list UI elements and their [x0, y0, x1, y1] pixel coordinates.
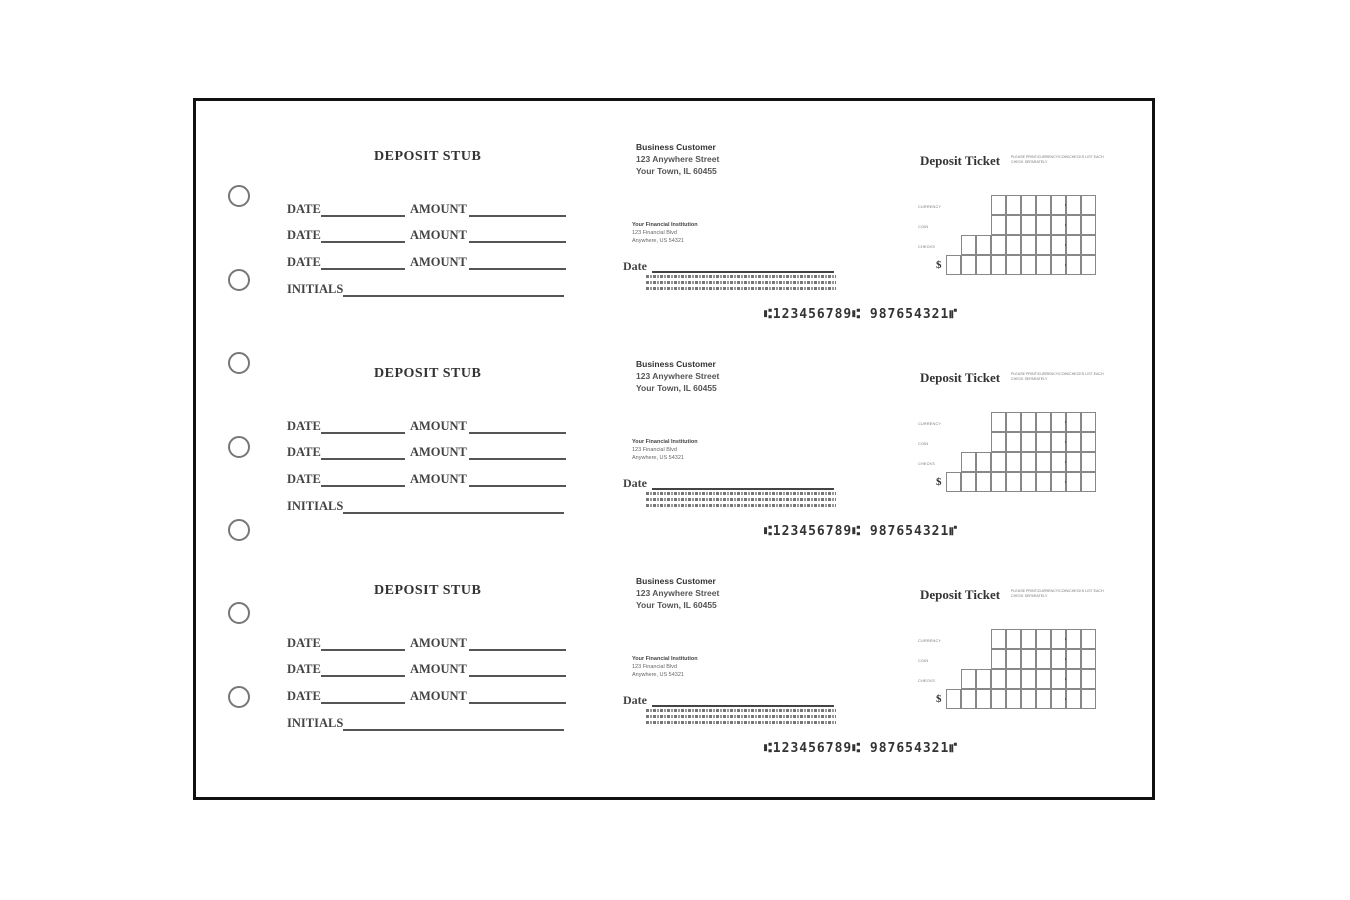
amount-digit-cell[interactable] [1066, 195, 1081, 215]
amount-digit-cell[interactable] [991, 472, 1006, 492]
initials-label: INITIALS [287, 499, 344, 513]
checks-label: CHECKS [918, 462, 936, 466]
amount-label: AMOUNT [409, 228, 467, 242]
amount-label: AMOUNT [409, 636, 467, 650]
amount-digit-cell[interactable] [1036, 669, 1051, 689]
amount-field[interactable] [469, 692, 566, 704]
micr-line: ⑆123456789⑆ 987654321⑈ [764, 741, 959, 756]
ticket-date-field[interactable] [652, 705, 834, 707]
stub-title: DEPOSIT STUB [374, 583, 482, 598]
amount-field[interactable] [469, 665, 566, 677]
amount-digit-cell[interactable] [1006, 255, 1021, 275]
amount-digit-cell[interactable] [991, 215, 1006, 235]
amount-label: AMOUNT [409, 255, 467, 269]
fine-print [646, 492, 836, 495]
ticket-date-label: Date [623, 259, 647, 273]
deposit-ticket-title: Deposit Ticket [920, 153, 1001, 168]
amount-digit-cell[interactable] [1081, 649, 1096, 669]
amount-digit-cell[interactable] [1051, 215, 1066, 235]
amount-digit-cell[interactable] [976, 472, 991, 492]
institution-street: 123 Financial Blvd [632, 664, 677, 670]
amount-digit-cell[interactable] [976, 255, 991, 275]
amount-digit-cell[interactable] [976, 689, 991, 709]
amount-digit-cell[interactable] [991, 452, 1006, 472]
checks-label: CHECKS [918, 679, 936, 683]
customer-name: Business Customer [636, 576, 716, 586]
date-label: DATE [287, 689, 321, 703]
amount-digit-cell[interactable] [976, 452, 991, 472]
deposit-panel-2 [196, 318, 1152, 539]
amount-digit-cell[interactable] [1036, 649, 1051, 669]
amount-digit-cell[interactable] [1021, 432, 1036, 452]
amount-digit-cell[interactable] [1021, 689, 1036, 709]
deposit-panel-3 [196, 535, 1152, 756]
amount-digit-cell[interactable] [991, 255, 1006, 275]
coin-label: COIN [918, 225, 929, 229]
amount-digit-cell[interactable] [961, 235, 976, 255]
institution-street: 123 Financial Blvd [632, 230, 677, 236]
institution-name: Your Financial Institution [632, 656, 698, 662]
ticket-date-field[interactable] [652, 271, 834, 273]
amount-digit-cell[interactable] [1066, 235, 1081, 255]
dollar-sign: $ [936, 476, 942, 488]
fine-print [646, 709, 836, 712]
fine-print [646, 498, 836, 501]
amount-digit-cell[interactable] [1006, 669, 1021, 689]
currency-label: CURRENCY [918, 205, 942, 209]
amount-digit-cell[interactable] [1051, 669, 1066, 689]
amount-digit-cell[interactable] [1006, 195, 1021, 215]
institution-city: Anywhere, US 54321 [632, 238, 684, 244]
amount-digit-cell[interactable] [1006, 235, 1021, 255]
amount-digit-cell[interactable] [1021, 255, 1036, 275]
amount-digit-cell[interactable] [1081, 472, 1096, 492]
amount-digit-cell[interactable] [1036, 255, 1051, 275]
amount-field[interactable] [469, 475, 566, 487]
dollar-sign: $ [936, 693, 942, 705]
amount-digit-cell[interactable] [991, 195, 1006, 215]
stub-title: DEPOSIT STUB [374, 149, 482, 164]
deposit-ticket-note: PLEASE PRINT/CURRENCY/COIN/CHECKS LIST EACH CHECK SEPARATELY [1011, 589, 1104, 598]
amount-digit-cell[interactable] [1051, 649, 1066, 669]
amount-digit-cell[interactable] [1066, 472, 1081, 492]
amount-digit-cell[interactable] [1021, 649, 1036, 669]
stub-row-initials [287, 282, 564, 296]
date-field[interactable] [321, 665, 405, 677]
date-label: DATE [287, 228, 321, 242]
fine-print [646, 504, 836, 507]
amount-digit-cell[interactable] [1081, 669, 1096, 689]
micr-line: ⑆123456789⑆ 987654321⑈ [764, 307, 959, 322]
amount-digit-cell[interactable] [1036, 432, 1051, 452]
date-field[interactable] [321, 258, 405, 270]
amount-digit-cell[interactable] [1066, 629, 1081, 649]
amount-digit-cell[interactable] [1021, 472, 1036, 492]
customer-name: Business Customer [636, 359, 716, 369]
amount-digit-cell[interactable] [1066, 412, 1081, 432]
amount-digit-cell[interactable] [1081, 412, 1096, 432]
amount-digit-cell[interactable] [1081, 195, 1096, 215]
amount-digit-cell[interactable] [1081, 255, 1096, 275]
amount-digit-cell[interactable] [991, 629, 1006, 649]
amount-digit-cell[interactable] [1081, 452, 1096, 472]
amount-digit-cell[interactable] [1051, 472, 1066, 492]
deposit-ticket-title: Deposit Ticket [920, 587, 1001, 602]
amount-label: AMOUNT [409, 472, 467, 486]
deposit-ticket-note: PLEASE PRINT/CURRENCY/COIN/CHECKS LIST EACH CHECK SEPARATELY [1011, 155, 1104, 164]
initials-field[interactable] [343, 285, 564, 297]
amount-grid [918, 629, 1103, 713]
amount-digit-cell[interactable] [1036, 629, 1051, 649]
currency-label: CURRENCY [918, 422, 942, 426]
amount-digit-cell[interactable] [1036, 195, 1051, 215]
amount-digit-cell[interactable] [1051, 452, 1066, 472]
amount-grid [918, 412, 1103, 496]
amount-grid [918, 195, 1103, 279]
date-label: DATE [287, 202, 321, 216]
ticket-date-label: Date [623, 693, 647, 707]
amount-digit-cell[interactable] [1021, 629, 1036, 649]
amount-digit-cell[interactable] [991, 432, 1006, 452]
amount-field[interactable] [469, 422, 566, 434]
amount-digit-cell[interactable] [1021, 669, 1036, 689]
amount-field[interactable] [469, 639, 566, 651]
deposit-form-sheet [193, 98, 1155, 800]
amount-digit-cell[interactable] [1066, 689, 1081, 709]
date-label: DATE [287, 445, 321, 459]
stub-title: DEPOSIT STUB [374, 366, 482, 381]
customer-city: Your Town, IL 60455 [636, 600, 717, 610]
amount-digit-cell[interactable] [1051, 689, 1066, 709]
initials-label: INITIALS [287, 716, 344, 730]
amount-digit-cell[interactable] [1036, 472, 1051, 492]
stub-row-initials [287, 499, 564, 513]
amount-digit-cell[interactable] [1051, 629, 1066, 649]
initials-field[interactable] [343, 502, 564, 514]
amount-digit-cell[interactable] [1051, 195, 1066, 215]
amount-digit-cell[interactable] [1036, 412, 1051, 432]
amount-digit-cell[interactable] [1036, 215, 1051, 235]
customer-address [636, 141, 719, 177]
deposit-ticket-note: PLEASE PRINT/CURRENCY/COIN/CHECKS LIST EACH CHECK SEPARATELY [1011, 372, 1104, 381]
stub-row [287, 202, 566, 216]
amount-digit-cell[interactable] [1066, 215, 1081, 235]
amount-digit-cell[interactable] [1051, 432, 1066, 452]
amount-digit-cell[interactable] [1081, 689, 1096, 709]
stub-row [287, 689, 566, 703]
institution-name: Your Financial Institution [632, 439, 698, 445]
amount-digit-cell[interactable] [1066, 255, 1081, 275]
amount-digit-cell[interactable] [961, 452, 976, 472]
amount-digit-cell[interactable] [1081, 629, 1096, 649]
fine-print [646, 275, 836, 278]
customer-street: 123 Anywhere Street [636, 588, 720, 598]
amount-label: AMOUNT [409, 689, 467, 703]
amount-digit-cell[interactable] [1021, 195, 1036, 215]
institution-address [632, 655, 698, 679]
amount-field[interactable] [469, 448, 566, 460]
date-label: DATE [287, 419, 321, 433]
ticket-date-label: Date [623, 476, 647, 490]
customer-name: Business Customer [636, 142, 716, 152]
date-field[interactable] [321, 475, 405, 487]
stub-row [287, 472, 566, 486]
stub-row [287, 255, 566, 269]
amount-field[interactable] [469, 231, 566, 243]
ticket-date-field[interactable] [652, 488, 834, 490]
amount-digit-cell[interactable] [1036, 689, 1051, 709]
amount-digit-cell[interactable] [1006, 649, 1021, 669]
amount-digit-cell[interactable] [1021, 215, 1036, 235]
date-field[interactable] [321, 205, 405, 217]
amount-digit-cell[interactable] [1006, 215, 1021, 235]
amount-digit-cell[interactable] [1081, 432, 1096, 452]
date-label: DATE [287, 472, 321, 486]
amount-digit-cell[interactable] [1051, 412, 1066, 432]
amount-label: AMOUNT [409, 419, 467, 433]
date-field[interactable] [321, 422, 405, 434]
institution-address [632, 221, 698, 245]
date-label: DATE [287, 636, 321, 650]
amount-digit-cell[interactable] [946, 472, 961, 492]
amount-digit-cell[interactable] [1006, 472, 1021, 492]
amount-digit-cell[interactable] [1066, 432, 1081, 452]
fine-print [646, 287, 836, 290]
currency-label: CURRENCY [918, 639, 942, 643]
amount-digit-cell[interactable] [1051, 235, 1066, 255]
amount-label: AMOUNT [409, 662, 467, 676]
amount-digit-cell[interactable] [1021, 452, 1036, 472]
date-field[interactable] [321, 639, 405, 651]
amount-digit-cell[interactable] [991, 649, 1006, 669]
amount-field[interactable] [469, 205, 566, 217]
initials-field[interactable] [343, 719, 564, 731]
institution-name: Your Financial Institution [632, 222, 698, 228]
amount-label: AMOUNT [409, 445, 467, 459]
customer-street: 123 Anywhere Street [636, 154, 720, 164]
amount-digit-cell[interactable] [1036, 235, 1051, 255]
amount-digit-cell[interactable] [1006, 432, 1021, 452]
institution-city: Anywhere, US 54321 [632, 672, 684, 678]
stub-row [287, 419, 566, 433]
amount-digit-cell[interactable] [961, 255, 976, 275]
customer-address [636, 358, 719, 394]
institution-street: 123 Financial Blvd [632, 447, 677, 453]
amount-digit-cell[interactable] [961, 669, 976, 689]
coin-label: COIN [918, 659, 929, 663]
date-field[interactable] [321, 448, 405, 460]
amount-digit-cell[interactable] [1036, 452, 1051, 472]
initials-label: INITIALS [287, 282, 344, 296]
customer-city: Your Town, IL 60455 [636, 383, 717, 393]
institution-address [632, 438, 698, 462]
amount-digit-cell[interactable] [976, 669, 991, 689]
amount-digit-cell[interactable] [1006, 452, 1021, 472]
deposit-ticket-title: Deposit Ticket [920, 370, 1001, 385]
fine-print [646, 721, 836, 724]
customer-street: 123 Anywhere Street [636, 371, 720, 381]
date-label: DATE [287, 662, 321, 676]
amount-digit-cell[interactable] [961, 472, 976, 492]
amount-digit-cell[interactable] [1006, 412, 1021, 432]
amount-digit-cell[interactable] [1066, 649, 1081, 669]
amount-digit-cell[interactable] [946, 255, 961, 275]
amount-digit-cell[interactable] [1066, 669, 1081, 689]
amount-digit-cell[interactable] [1021, 235, 1036, 255]
amount-digit-cell[interactable] [1051, 255, 1066, 275]
customer-address [636, 575, 719, 611]
amount-label: AMOUNT [409, 202, 467, 216]
amount-digit-cell[interactable] [991, 235, 1006, 255]
amount-digit-cell[interactable] [1021, 412, 1036, 432]
amount-digit-cell[interactable] [1006, 689, 1021, 709]
amount-digit-cell[interactable] [1081, 235, 1096, 255]
date-field[interactable] [321, 692, 405, 704]
amount-digit-cell[interactable] [1066, 452, 1081, 472]
fine-print [646, 281, 836, 284]
stub-row [287, 228, 566, 242]
amount-field[interactable] [469, 258, 566, 270]
stub-row [287, 636, 566, 650]
deposit-panel-1 [196, 101, 1152, 322]
date-label: DATE [287, 255, 321, 269]
amount-digit-cell[interactable] [991, 689, 1006, 709]
customer-city: Your Town, IL 60455 [636, 166, 717, 176]
coin-label: COIN [918, 442, 929, 446]
stub-row-initials [287, 716, 564, 730]
amount-digit-cell[interactable] [1081, 215, 1096, 235]
amount-digit-cell[interactable] [946, 689, 961, 709]
amount-digit-cell[interactable] [961, 689, 976, 709]
date-field[interactable] [321, 231, 405, 243]
amount-digit-cell[interactable] [991, 412, 1006, 432]
amount-digit-cell[interactable] [991, 669, 1006, 689]
stub-row [287, 662, 566, 676]
amount-digit-cell[interactable] [976, 235, 991, 255]
stub-row [287, 445, 566, 459]
fine-print [646, 715, 836, 718]
dollar-sign: $ [936, 259, 942, 271]
amount-digit-cell[interactable] [1006, 629, 1021, 649]
micr-line: ⑆123456789⑆ 987654321⑈ [764, 524, 959, 539]
checks-label: CHECKS [918, 245, 936, 249]
institution-city: Anywhere, US 54321 [632, 455, 684, 461]
